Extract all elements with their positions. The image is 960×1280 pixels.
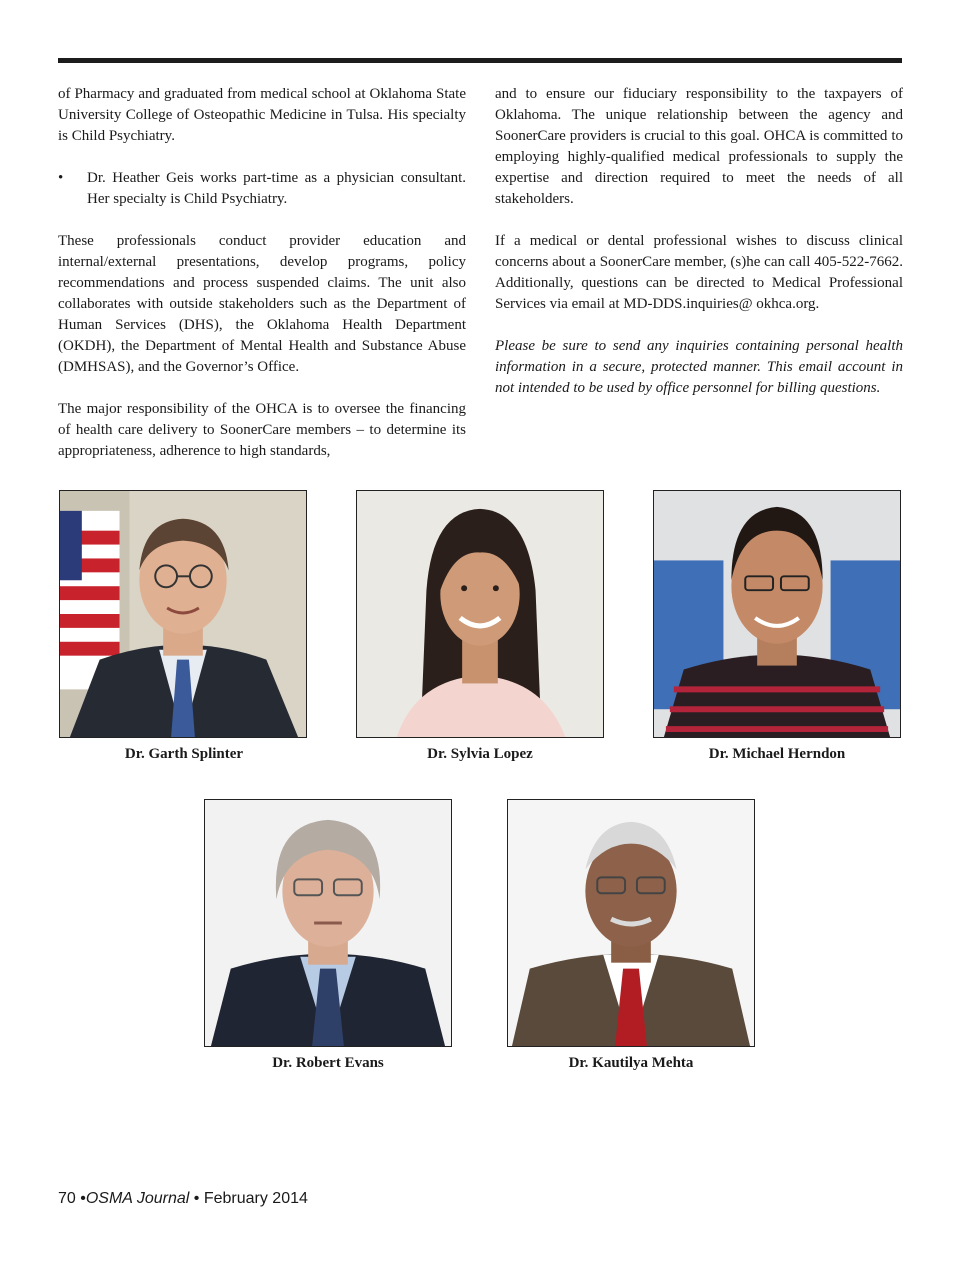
photo-kautilya-mehta — [507, 799, 755, 1047]
bullet-list — [58, 168, 466, 210]
note-paragraph: Please be sure to send any inquiries containing personal health information in a secure, protected manner. This email account in not intended to be used by office personnel for billing questions. — [495, 338, 903, 396]
photo-caption: Dr. Sylvia Lopez — [427, 746, 533, 762]
photo-robert-evans — [204, 799, 452, 1047]
paragraph: and to ensure our fiduciary responsibility to the taxpayers of Oklahoma. The unique relationship between the agency and SoonerCare providers is crucial to this goal. OHCA is committed to employing highly-qualified medical professionals to supply the expertise and direction required to meet the needs of all stakeholders. — [495, 86, 903, 207]
photo-sylvia-lopez — [356, 490, 604, 738]
continuation-text: of Pharmacy and graduated from medical school at Oklahoma State University College of Osteopathic Medicine in Tulsa. His specialty is Child Psychiatry. — [58, 86, 466, 144]
photo-garth-splinter — [59, 490, 307, 738]
paragraph: If a medical or dental professional wishes to discuss clinical concerns about a SoonerCare member, (s)he can call 405-522-7662. Additionally, questions can be directed to Medical Professional Services via email at MD-DDS.inquiries@ okhca.org. — [495, 233, 903, 312]
paragraph: These professionals conduct provider education and internal/external presentations, develop programs, policy recommendations and process suspended claims. The unit also collaborates with outside stakeholders such as the Department of Human Services (DHS), the Oklahoma Health Department (OKDH), the Department of Mental Health and Substance Abuse (DMHSAS), and the Governor’s Office. — [58, 233, 466, 375]
photo-caption: Dr. Garth Splinter — [124, 746, 244, 762]
right-column — [495, 84, 903, 399]
page-number: 70 — [58, 1190, 76, 1207]
top-rule — [58, 58, 902, 63]
page-footer — [58, 1190, 308, 1208]
left-column — [58, 84, 466, 462]
journal-name: OSMA Journal — [85, 1190, 190, 1207]
footer-separator: • — [193, 1190, 200, 1207]
photo-caption: Dr. Robert Evans — [272, 1055, 384, 1071]
photo-caption: Dr. Kautilya Mehta — [568, 1055, 694, 1071]
footer-separator: • — [80, 1190, 86, 1207]
bullet-item: • Dr. Heather Geis works part-time as a physician consultant. Her specialty is Child Psychiatry. — [58, 168, 466, 210]
photo-caption: Dr. Michael Herndon — [708, 746, 846, 762]
issue-date: February 2014 — [203, 1190, 308, 1207]
photo-michael-herndon — [653, 490, 901, 738]
paragraph: The major responsibility of the OHCA is to oversee the financing of health care delivery to SoonerCare members – to determine its appropriateness, adherence to high standards, — [58, 401, 466, 459]
